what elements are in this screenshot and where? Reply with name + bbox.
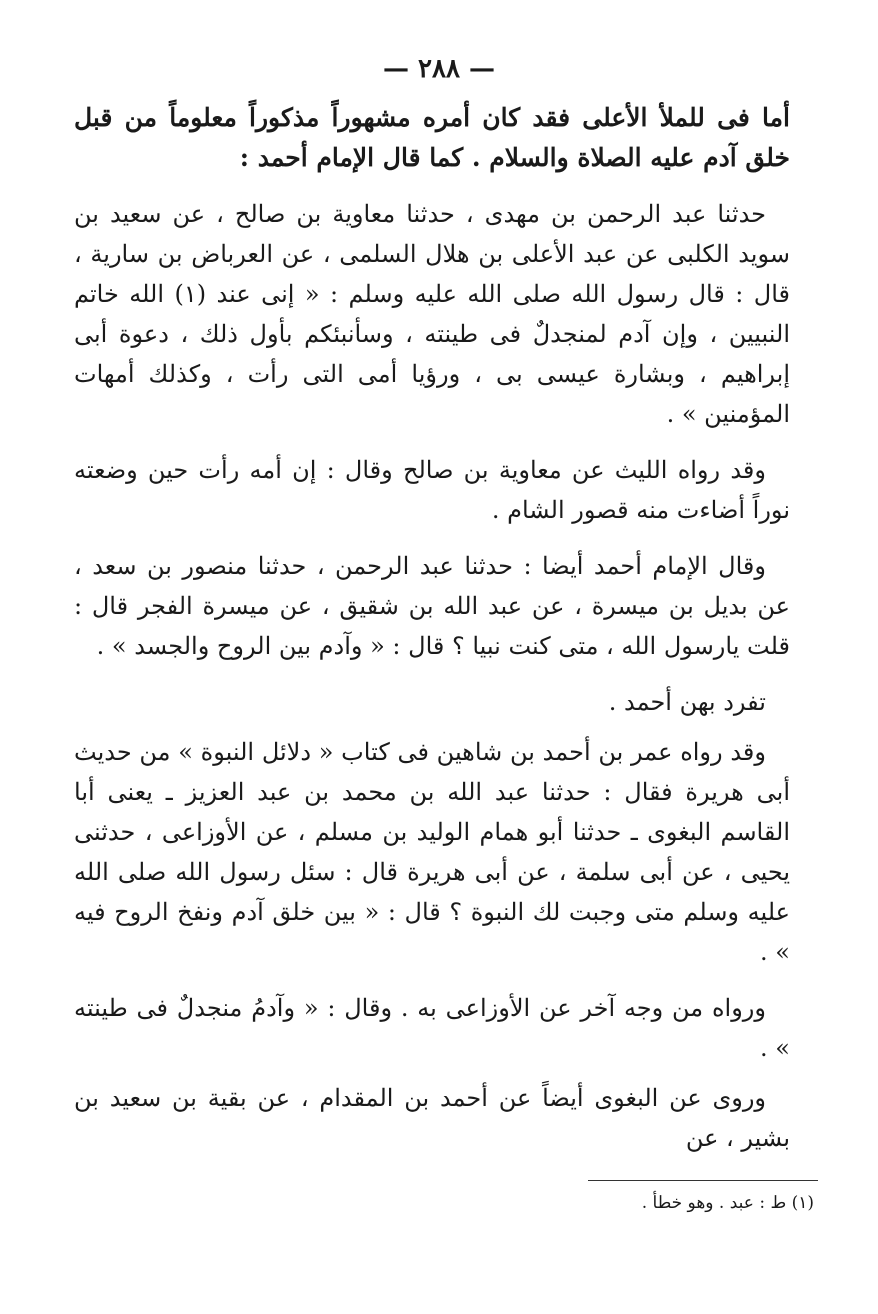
paragraph-6: وقد رواه عمر بن أحمد بن شاهين فى كتاب « دلائل النبوة » من حديث أبى هريرة فقال : حدثنا عبد الله بن محمد بن عبد العزيز ـ يعنى أبا القاسم البغوى ـ حدثنا أبو همام الوليد بن مسلم ، عن الأوزاعى ، حدثنى يحيى ، عن أبى سلمة ، عن أبى هريرة قال : سئل رسول الله صلى الله عليه وسلم متى وجبت لك النبوة ؟ قال : « بين خلق آدم ونفخ الروح فيه » . xyxy=(74,738,790,966)
page-number: — ٢٨٨ — xyxy=(382,54,496,84)
paragraph-8: وروى عن البغوى أيضاً عن أحمد بن المقدام ، عن بقية بن سعيد بن بشير ، عن xyxy=(74,1084,790,1152)
paragraph-1: أما فى للملأ الأعلى فقد كان أمره مشهوراً مذكوراً معلوماً من قبل خلق آدم عليه الصلاة والسلام . كما قال الإمام أحمد : xyxy=(74,103,790,172)
paragraph-4: وقال الإمام أحمد أيضا : حدثنا عبد الرحمن ، حدثنا منصور بن سعد ، عن بديل بن ميسرة ، عن عبد الله بن شقيق ، عن ميسرة الفجر قال : قلت يارسول الله ، متى كنت نبيا ؟ قال : « وآدم بين الروح والجسد » . xyxy=(74,552,790,660)
footnote-divider xyxy=(588,1180,818,1181)
paragraph-2: حدثنا عبد الرحمن بن مهدى ، حدثنا معاوية بن صالح ، عن سعيد بن سويد الكلبى عن عبد الأعلى بن هلال السلمى ، عن العرباض بن سارية ، قال : قال رسول الله صلى الله عليه وسلم : « إنى عند (١) الله خاتم النبيين ، وإن آدم لمنجدلٌ فى طينته ، وسأنبئكم بأول ذلك ، دعوة أبى إبراهيم ، وبشارة عيسى بى ، ورؤيا أمى التى رأت ، وكذلك أمهات المؤمنين » . xyxy=(74,200,790,428)
footnote: (١) ط : عبد . وهو خطأ . xyxy=(641,1193,814,1213)
paragraph-3: وقد رواه الليث عن معاوية بن صالح وقال : إن أمه رأت حين وضعته نوراً أضاءت منه قصور الشام . xyxy=(74,456,790,524)
paragraph-5: تفرد بهن أحمد . xyxy=(608,688,766,716)
paragraph-7: ورواه من وجه آخر عن الأوزاعى به . وقال : « وآدمُ منجدلٌ فى طينته » . xyxy=(74,994,790,1062)
main-text xyxy=(74,98,790,1174)
